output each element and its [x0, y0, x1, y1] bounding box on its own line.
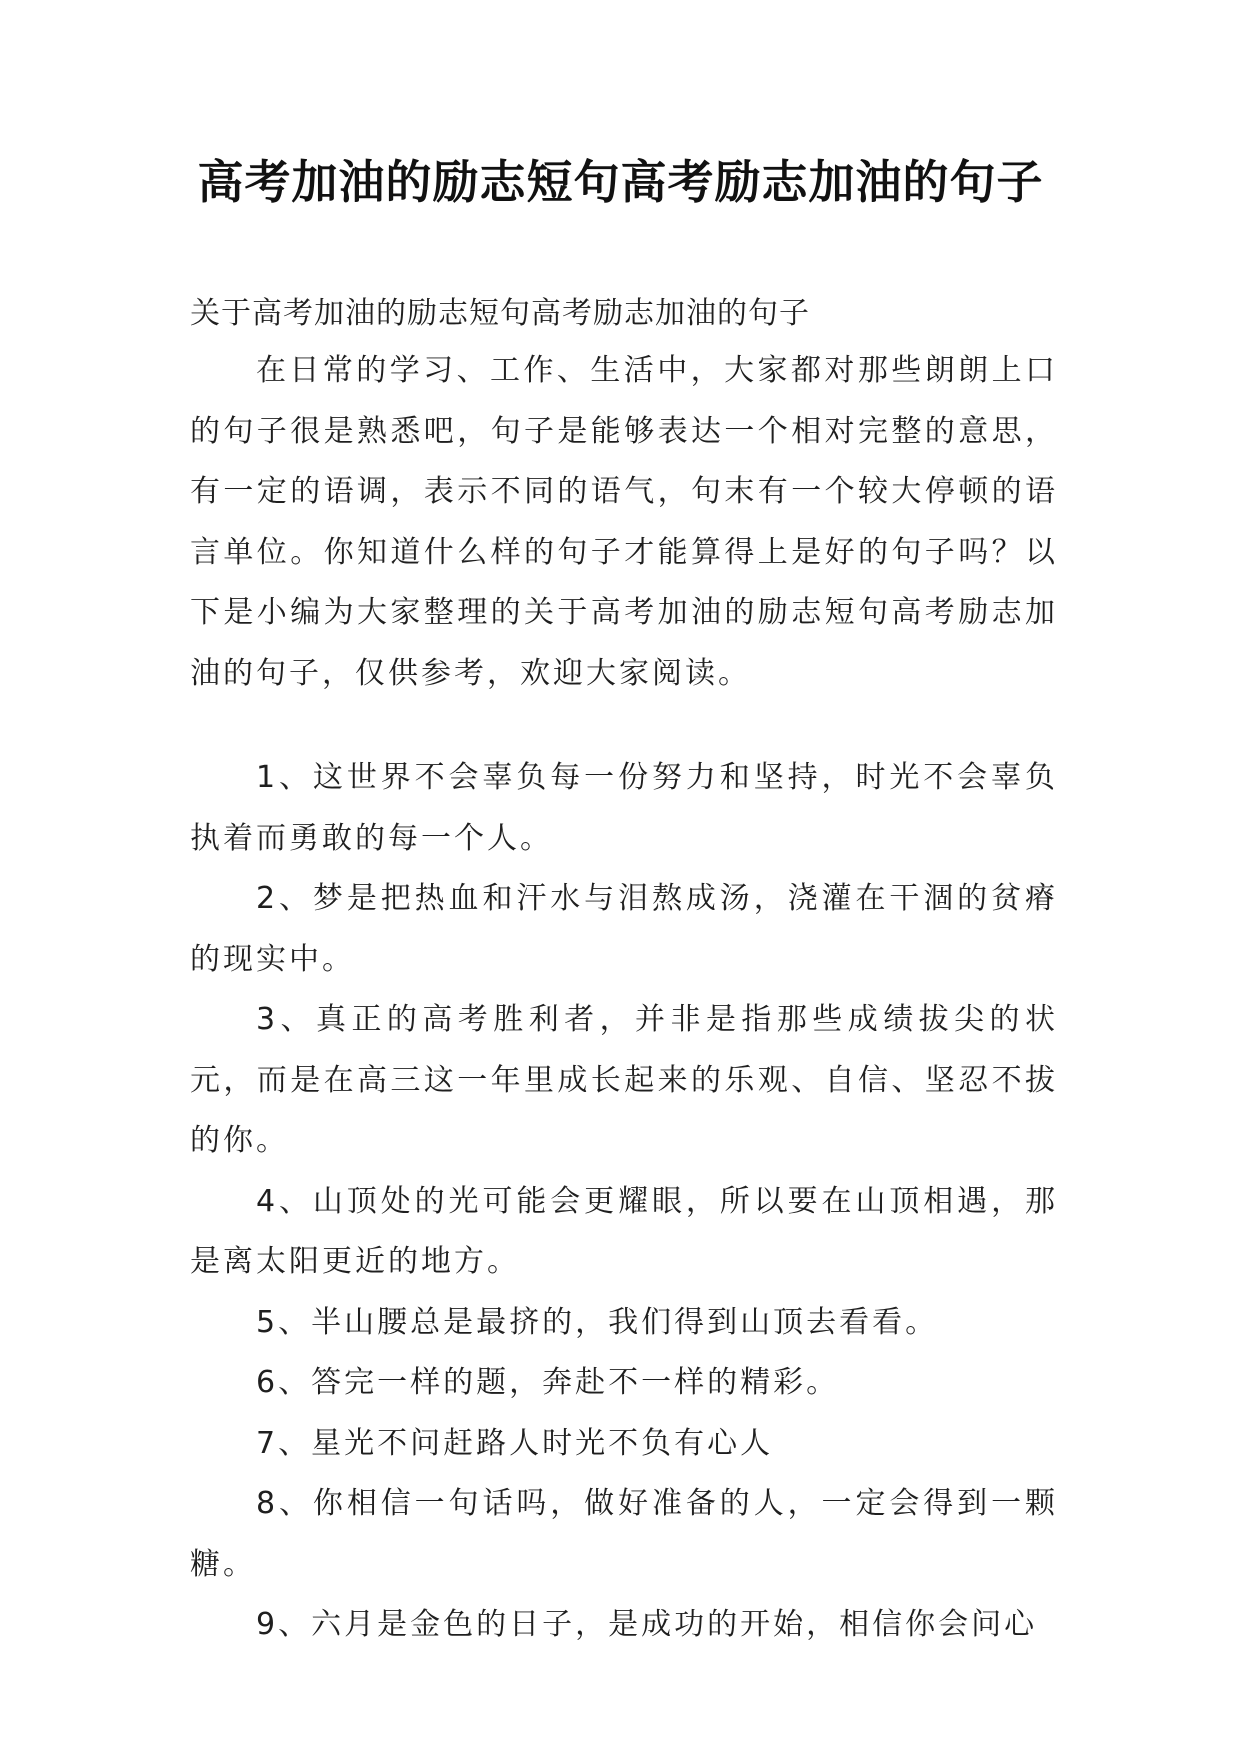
list-item: 8、你相信一句话吗，做好准备的人，一定会得到一颗糖。	[190, 1486, 1058, 1582]
document-title: 高考加油的励志短句高考励志加油的句子	[197, 155, 1044, 209]
intro-paragraph: 在日常的学习、工作、生活中，大家都对那些朗朗上口的句子很是熟悉吧，句子是能够表达一个相对完整的意思，有一定的语调，表示不同的语气，句末有一个较大停顿的语言单位。你知道什么样的句子才能算得上是好的句子吗？以下是小编为大家整理的关于高考加油的励志短句高考励志加油的句子，仅供参考，欢迎大家阅读。	[190, 353, 1058, 691]
quote-list	[190, 748, 1058, 1656]
document-subtitle: 关于高考加油的励志短句高考励志加油的句子	[190, 296, 810, 331]
list-item: 5、半山腰总是最挤的，我们得到山顶去看看。	[256, 1304, 939, 1340]
list-item: 1、这世界不会辜负每一份努力和坚持，时光不会辜负执着而勇敢的每一个人。	[190, 760, 1058, 856]
list-item: 6、答完一样的题，奔赴不一样的精彩。	[256, 1365, 840, 1400]
list-item: 3、真正的高考胜利者，并非是指那些成绩拔尖的状元，而是在高三这一年里成长起来的乐观、自信、坚忍不拔的你。	[190, 1002, 1058, 1158]
list-item: 7、星光不问赶路人时光不负有心人	[256, 1425, 774, 1461]
list-item: 2、梦是把热血和汗水与泪熬成汤，浇灌在干涸的贫瘠的现实中。	[190, 881, 1058, 977]
intro-section	[190, 341, 1058, 704]
list-item: 9、六月是金色的日子，是成功的开始，相信你会问心	[256, 1607, 1038, 1642]
list-item: 4、山顶处的光可能会更耀眼，所以要在山顶相遇，那是离太阳更近的地方。	[190, 1183, 1058, 1279]
